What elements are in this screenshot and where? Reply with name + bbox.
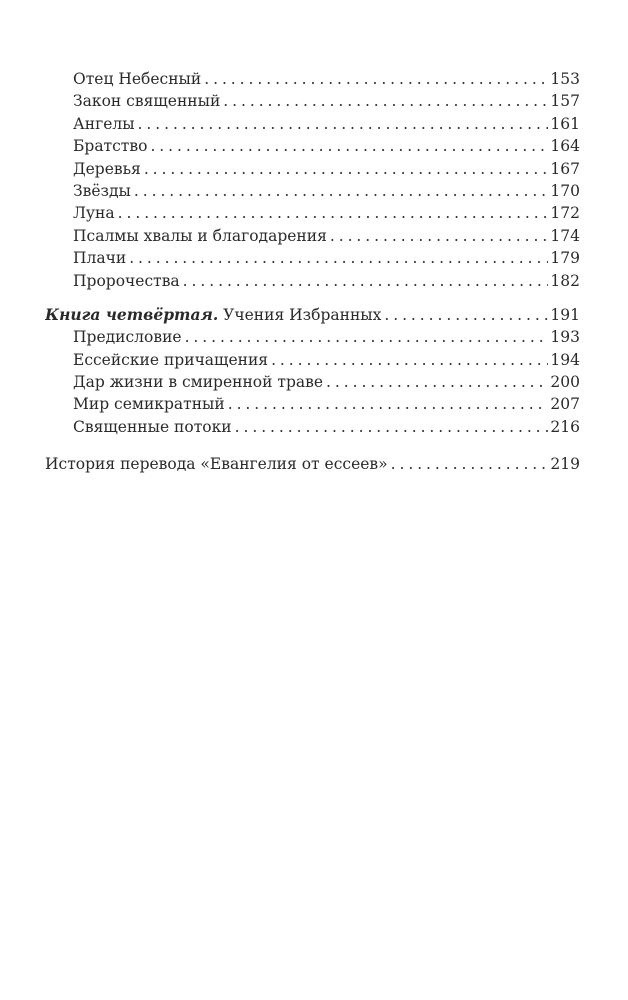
entry-page: 170 xyxy=(550,181,580,200)
toc-book-heading[interactable] xyxy=(45,304,580,326)
entry-title: Луна xyxy=(73,204,115,223)
dot-leader xyxy=(183,270,549,292)
dot-leader xyxy=(138,113,549,135)
dot-leader xyxy=(391,453,549,475)
entry-title: Звёзды xyxy=(73,181,131,200)
entry-page: 182 xyxy=(550,271,580,290)
entry-page: 167 xyxy=(550,159,580,178)
toc-entry[interactable] xyxy=(45,90,580,112)
table-of-contents xyxy=(45,68,580,476)
entry-page: 172 xyxy=(550,204,580,223)
dot-leader xyxy=(228,393,549,415)
entry-page: 164 xyxy=(550,137,580,156)
entry-page: 161 xyxy=(550,114,580,133)
toc-entry[interactable] xyxy=(45,113,580,135)
dot-leader xyxy=(150,135,548,157)
toc-entry[interactable] xyxy=(45,68,580,90)
book-label: Книга четвёртая. xyxy=(45,304,219,324)
toc-entry[interactable] xyxy=(45,225,580,247)
entry-title: Отец Небесный xyxy=(73,70,202,88)
dot-leader xyxy=(129,247,548,269)
entry-title: Ессейские причащения xyxy=(73,350,269,369)
book-title: Учения Избранных xyxy=(223,305,382,324)
entry-page: 207 xyxy=(550,395,580,414)
toc-entry[interactable] xyxy=(45,393,580,415)
toc-entry[interactable] xyxy=(45,416,580,438)
entry-title: История перевода «Евангелия от ессеев» xyxy=(45,455,388,474)
toc-entry[interactable] xyxy=(45,135,580,157)
entry-title: Мир семикратный xyxy=(73,395,225,414)
entry-page: 193 xyxy=(550,328,580,347)
dot-leader xyxy=(118,202,549,224)
entry-title: Дар жизни в смиренной траве xyxy=(73,373,324,392)
entry-title: Закон священный xyxy=(73,92,221,111)
toc-entry[interactable] xyxy=(45,180,580,202)
toc-entry[interactable] xyxy=(45,326,580,348)
entry-title: Священные потоки xyxy=(73,417,232,436)
toc-entry-final[interactable] xyxy=(45,453,580,475)
dot-leader xyxy=(271,349,548,371)
entry-title: Деревья xyxy=(73,159,141,178)
dot-leader xyxy=(134,180,549,202)
entry-title: Предисловие xyxy=(73,328,182,347)
entry-title: Пророчества xyxy=(73,271,180,290)
dot-leader xyxy=(144,158,549,180)
dot-leader xyxy=(185,326,549,348)
toc-entry[interactable] xyxy=(45,270,580,292)
dot-leader xyxy=(204,68,548,90)
entry-page: 179 xyxy=(550,249,580,268)
dot-leader xyxy=(223,90,548,112)
entry-page: 153 xyxy=(550,70,580,88)
entry-page: 174 xyxy=(550,226,580,245)
toc-entry[interactable] xyxy=(45,247,580,269)
entry-title: Псалмы хвалы и благодарения xyxy=(73,226,327,245)
entry-title: Братство xyxy=(73,137,148,156)
entry-page: 216 xyxy=(550,417,580,436)
entry-page: 219 xyxy=(550,455,580,474)
book-heading xyxy=(45,304,384,326)
entry-title: Плачи xyxy=(73,249,127,268)
toc-entry[interactable] xyxy=(45,158,580,180)
toc-entry[interactable] xyxy=(45,349,580,371)
entry-page: 191 xyxy=(550,305,580,324)
entry-page: 200 xyxy=(550,373,580,392)
dot-leader xyxy=(235,416,549,438)
entry-page: 157 xyxy=(550,92,580,111)
entry-title: Ангелы xyxy=(73,114,135,133)
dot-leader xyxy=(384,304,548,326)
dot-leader xyxy=(330,225,549,247)
toc-entry[interactable] xyxy=(45,371,580,393)
entry-page: 194 xyxy=(550,350,580,369)
dot-leader xyxy=(326,371,548,393)
toc-entry[interactable] xyxy=(45,202,580,224)
